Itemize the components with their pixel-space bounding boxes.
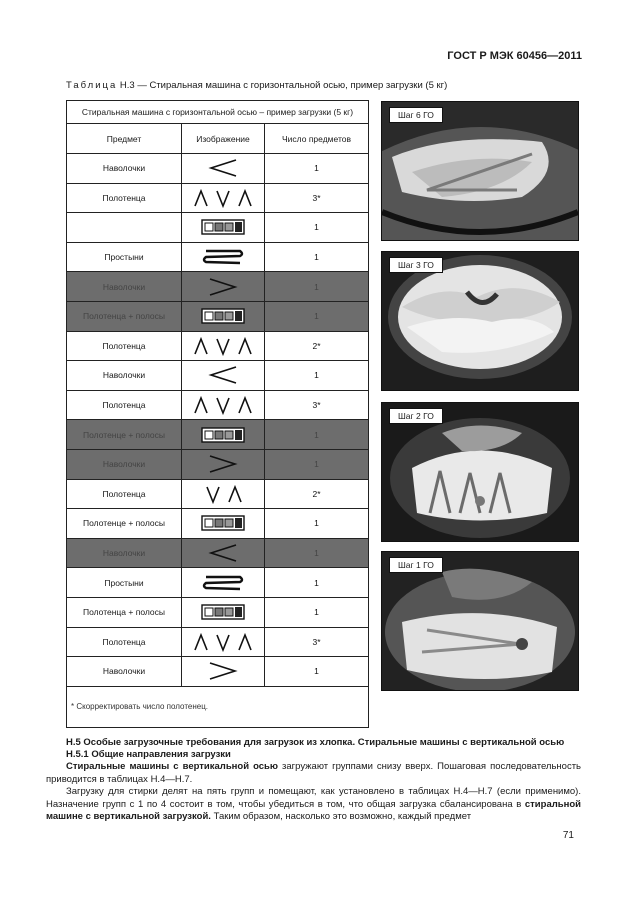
row-count: 3* [265,627,369,657]
table-row [67,509,369,539]
row-count: 1 [265,449,369,479]
table-row [67,657,369,687]
footnote: * Скорректировать число полотенец. [67,686,369,727]
p2-bold: стиральной машине с вертикальной загрузкой. [46,798,581,822]
photo-step3 [381,251,579,391]
row-count: 1 [265,154,369,184]
row-count: 2* [265,331,369,361]
row-item [67,213,182,243]
row-image [182,361,265,391]
row-item: Полотенца + полосы [67,597,182,627]
row-item: Полотенца [67,627,182,657]
col-header-image: Изображение [182,124,265,154]
row-item: Полотенца [67,331,182,361]
caption-label: Таблица [66,80,118,91]
item-symbol-icon [198,577,248,587]
item-symbol-icon [206,370,240,380]
row-count: 1 [265,213,369,243]
item-symbol-icon [201,488,245,498]
item-symbol-icon [206,163,240,173]
section-h5: Н.5 Особые загрузочные требования для загрузок из хлопка. Стиральные машины с вертикальной осью [66,737,565,748]
row-image [182,449,265,479]
table-row [67,154,369,184]
row-item: Полотенца [67,479,182,509]
photo-label: Шаг 1 ГО [389,557,443,573]
table-title: Стиральная машина с горизонтальной осью – пример загрузки (5 кг) [67,101,369,124]
row-count: 1 [265,420,369,450]
row-count: 1 [265,509,369,539]
table-caption [66,80,447,91]
p1-bold: Стиральные машины с вертикальной осью [66,761,279,772]
row-image [182,183,265,213]
row-image [182,420,265,450]
table-row [67,479,369,509]
item-symbol-icon [201,518,245,528]
paragraph-1 [46,761,581,786]
table-row [67,213,369,243]
item-symbol-icon [201,606,245,616]
table-row [67,538,369,568]
item-symbol-icon [191,636,255,646]
row-item: Наволочки [67,272,182,302]
caption-text: — Стиральная машина с горизонтальной осью, пример загрузки (5 кг) [134,80,448,91]
row-item: Наволочки [67,361,182,391]
loading-table [66,100,369,728]
row-item: Полотенца [67,183,182,213]
table-row [67,597,369,627]
item-symbol-icon [206,458,240,468]
row-count: 1 [265,568,369,598]
item-symbol-icon [191,192,255,202]
row-image [182,301,265,331]
row-count: 1 [265,272,369,302]
row-image [182,538,265,568]
caption-number: Н.3 [119,80,135,91]
row-count: 1 [265,597,369,627]
row-count: 1 [265,657,369,687]
photo-step6 [381,101,579,241]
table-row [67,420,369,450]
photo-label: Шаг 3 ГО [389,257,443,273]
photo-step2 [381,402,579,542]
table-row [67,331,369,361]
photo-label: Шаг 2 ГО [389,408,443,424]
row-count: 1 [265,538,369,568]
item-symbol-icon [191,340,255,350]
page-number: 71 [562,830,574,841]
row-image [182,479,265,509]
item-symbol-icon [201,429,245,439]
table-body [67,154,369,687]
paragraph-2 [46,786,581,824]
row-count: 1 [265,242,369,272]
table-row [67,568,369,598]
row-count: 1 [265,361,369,391]
row-image [182,242,265,272]
row-item: Простыни [67,242,182,272]
row-image [182,627,265,657]
row-image [182,390,265,420]
row-count: 3* [265,390,369,420]
p2-start: Загрузку для стирки делят на пять групп и помещают, как установлено в таблицах Н.4—Н.7 (если применимо). Назначение групп с 1 по 4 состоит в том, чтобы убедиться в том, что общая загрузка сбалансирована в [46,786,581,810]
standard-code: ГОСТ Р МЭК 60456—2011 [447,50,582,62]
item-symbol-icon [206,281,240,291]
item-symbol-icon [201,311,245,321]
table-row [67,390,369,420]
row-item: Полотенце + полосы [67,420,182,450]
p1-rest: загружают группами снизу вверх. Пошаговая последовательность приводится в таблицах Н.4—Н.7. [46,761,581,785]
row-item: Полотенца [67,390,182,420]
row-item: Полотенца + полосы [67,301,182,331]
row-image [182,213,265,243]
row-count: 3* [265,183,369,213]
row-item: Полотенце + полосы [67,509,182,539]
table-row [67,627,369,657]
table-row [67,183,369,213]
row-image [182,509,265,539]
row-count: 1 [265,301,369,331]
item-symbol-icon [191,399,255,409]
item-symbol-icon [201,222,245,232]
row-image [182,568,265,598]
row-image [182,272,265,302]
col-header-item: Предмет [67,124,182,154]
row-image [182,331,265,361]
row-item: Наволочки [67,154,182,184]
col-header-count: Число предметов [265,124,369,154]
row-image [182,597,265,627]
table-row [67,361,369,391]
item-symbol-icon [206,547,240,557]
row-item: Наволочки [67,449,182,479]
table-row [67,449,369,479]
row-image [182,657,265,687]
table-row [67,301,369,331]
row-item: Наволочки [67,657,182,687]
row-count: 2* [265,479,369,509]
item-symbol-icon [198,251,248,261]
row-image [182,154,265,184]
row-item: Наволочки [67,538,182,568]
photo-step1 [381,551,579,691]
photo-label: Шаг 6 ГО [389,107,443,123]
item-symbol-icon [206,666,240,676]
row-item: Простыни [67,568,182,598]
table-row [67,272,369,302]
section-h51: Н.5.1 Общие направления загрузки [66,749,231,760]
table-row [67,242,369,272]
p2-end: Таким образом, насколько это возможно, каждый предмет [210,811,472,822]
